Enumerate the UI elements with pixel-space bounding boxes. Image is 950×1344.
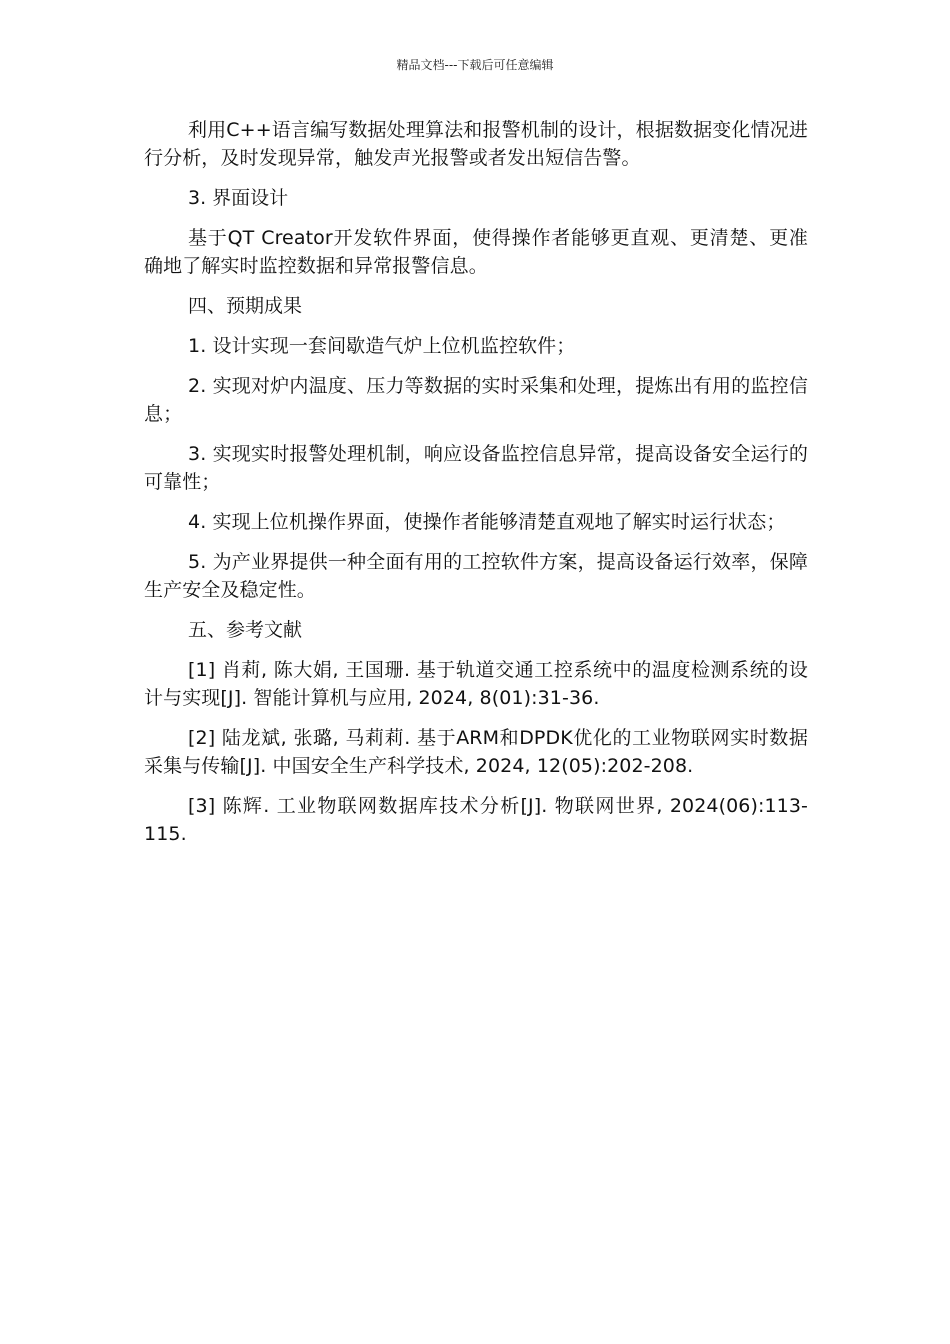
result-item: 3. 实现实时报警处理机制，响应设备监控信息异常，提高设备安全运行的可靠性； (144, 443, 808, 493)
result-item: 5. 为产业界提供一种全面有用的工控软件方案，提高设备运行效率，保障生产安全及稳定性。 (144, 551, 808, 601)
reference-item: [2] 陆龙斌, 张璐, 马莉莉. 基于ARM和DPDK优化的工业物联网实时数据采集与传输[J]. 中国安全生产科学技术, 2024, 12(05):202-208. (144, 727, 808, 777)
paragraph-algorithm: 利用C++语言编写数据处理算法和报警机制的设计，根据数据变化情况进行分析，及时发现异常，触发声光报警或者发出短信告警。 (144, 119, 808, 169)
heading-references: 五、参考文献 (188, 619, 303, 641)
page-header: 精品文档---下载后可任意编辑 (396, 58, 554, 72)
result-item: 1. 设计实现一套间歇造气炉上位机监控软件； (188, 335, 576, 357)
paragraph-ui-design: 基于QT Creator开发软件界面，使得操作者能够更直观、更清楚、更准确地了解实时监控数据和异常报警信息。 (144, 227, 808, 277)
reference-item: [3] 陈辉. 工业物联网数据库技术分析[J]. 物联网世界, 2024(06):113-115. (144, 795, 808, 845)
heading-expected-results: 四、预期成果 (188, 295, 303, 317)
heading-ui-design: 3. 界面设计 (188, 187, 289, 209)
result-item: 2. 实现对炉内温度、压力等数据的实时采集和处理，提炼出有用的监控信息； (144, 375, 808, 425)
document-body (144, 116, 808, 860)
reference-item: [1] 肖莉, 陈大娟, 王国珊. 基于轨道交通工控系统中的温度检测系统的设计与实现[J]. 智能计算机与应用, 2024, 8(01):31-36. (144, 659, 808, 709)
result-item: 4. 实现上位机操作界面，使操作者能够清楚直观地了解实时运行状态； (188, 511, 786, 533)
